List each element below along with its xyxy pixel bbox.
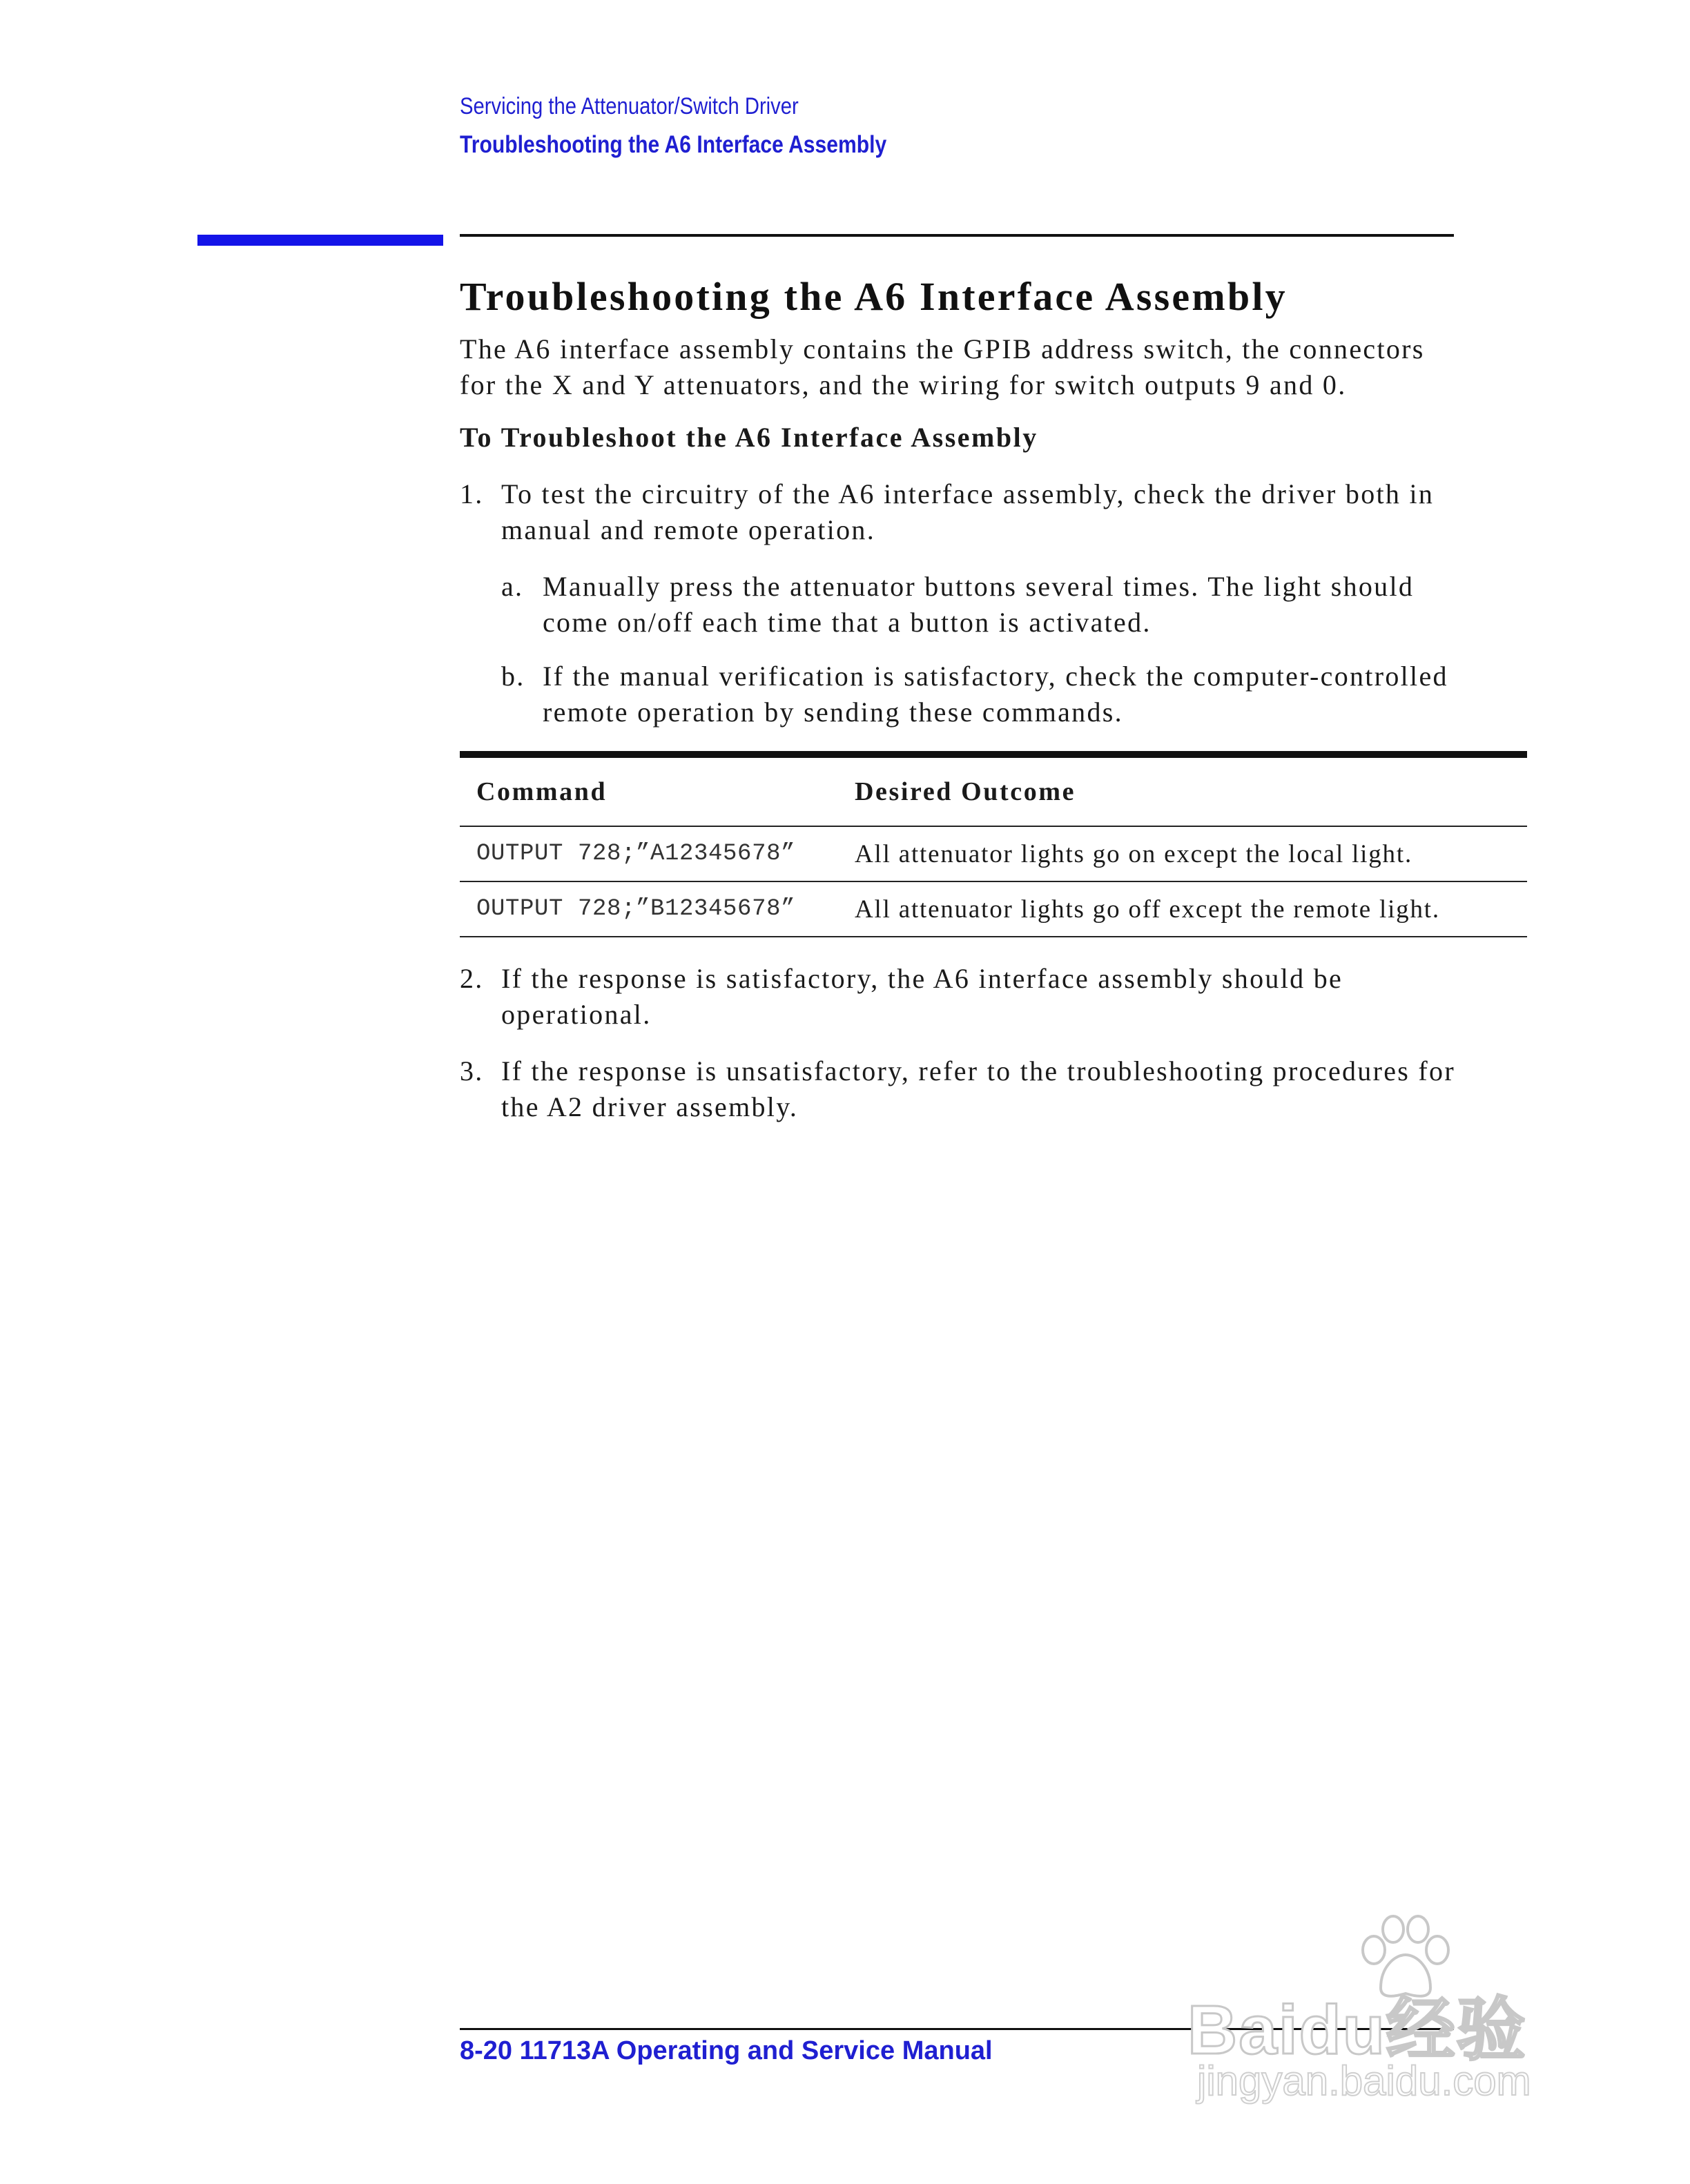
step-text: If the response is satisfactory, the A6 interface assembly should be operational. [501,963,1343,1030]
command-cell: OUTPUT 728;”B12345678” [460,881,838,937]
top-rule [460,234,1454,237]
substep-letter: b. [501,661,525,692]
watermark-brand: Baidu经验 [1187,1991,1527,2069]
table-row [460,826,1527,881]
table-row [460,881,1527,937]
substep-text: If the manual verification is satisfactory, check the computer-controlled remote operation by sending these commands. [543,661,1448,728]
page-title: Troubleshooting the A6 Interface Assembly [460,274,1288,319]
running-head-section: Troubleshooting the A6 Interface Assembly [460,131,887,158]
procedure-heading: To Troubleshoot the A6 Interface Assembly [460,422,1038,453]
substep-letter: a. [501,571,524,602]
step-1 [460,476,1468,548]
running-head [460,87,956,164]
step-text: If the response is unsatisfactory, refer to the troubleshooting procedures for the A2 driver assembly. [501,1055,1455,1122]
running-head-chapter: Servicing the Attenuator/Switch Driver [460,93,799,119]
outcome-cell: All attenuator lights go on except the local light. [838,826,1527,881]
page-footer: 8-20 11713A Operating and Service Manual [460,2036,993,2065]
step-number: 3. [460,1055,484,1086]
step-text: To test the circuitry of the A6 interface assembly, check the driver both in manual and remote operation. [501,478,1435,545]
column-header-outcome: Desired Outcome [838,754,1527,826]
command-table [460,751,1527,937]
table-header-row [460,754,1527,826]
step-number: 1. [460,478,484,509]
intro-paragraph: The A6 interface assembly contains the GPIB address switch, the connectors for the X and Y attenuators, and the wiring for switch outputs 9 and 0. [460,333,1425,400]
substep-b [460,659,1468,730]
baidu-watermark [1187,1912,1588,2112]
watermark-url: jingyan.baidu.com [1197,2058,1531,2104]
section-accent-bar [197,235,443,246]
substep-a [460,569,1468,641]
step-number: 2. [460,963,484,994]
substep-text: Manually press the attenuator buttons several times. The light should come on/off each time that a button is activated. [543,571,1415,638]
command-cell: OUTPUT 728;”A12345678” [460,826,838,881]
step-2 [460,961,1468,1033]
column-header-command: Command [460,754,838,826]
outcome-cell: All attenuator lights go off except the remote light. [838,881,1527,937]
page-content [460,262,1537,1125]
step-3 [460,1053,1468,1125]
